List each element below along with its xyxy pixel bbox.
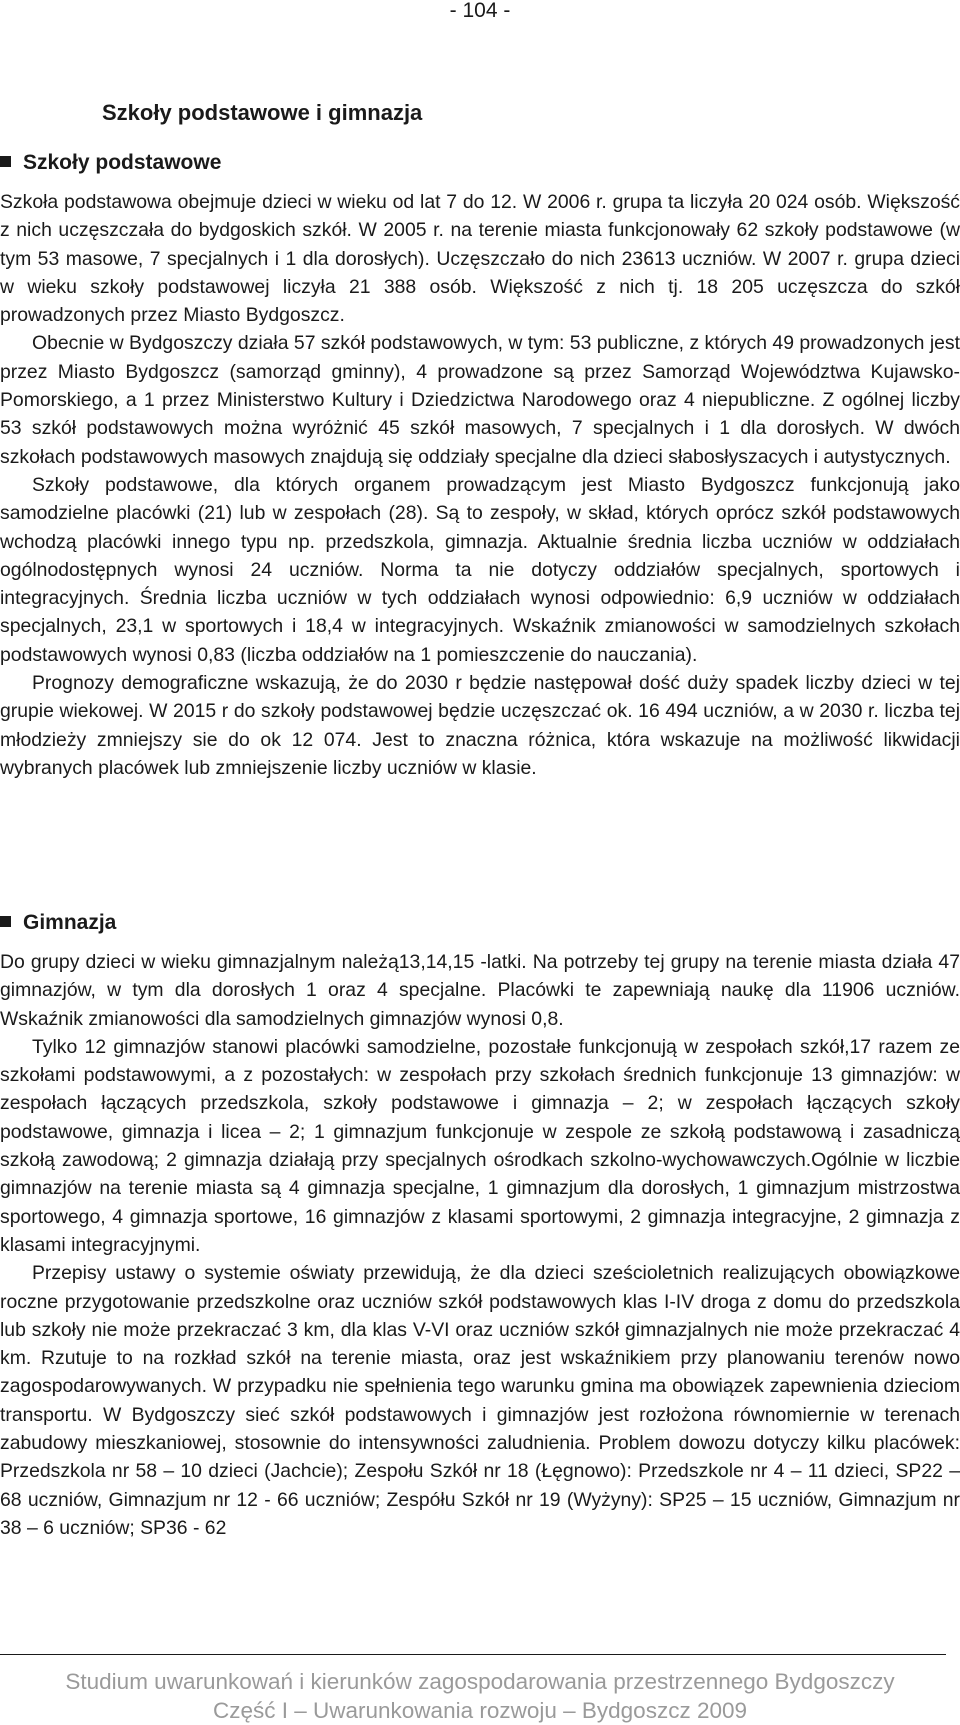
page-number: - 104 - (449, 0, 511, 22)
paragraph: Przepisy ustawy o systemie oświaty przewidują, że dla dzieci sześcioletnich realizujących obowiązkowe roczne przygotowanie przedszkolne oraz uczniów szkół podstawowych klas I-IV droga z domu do przedszkola lub szkoły nie może przekraczać 3 km, dla klas V-VI oraz uczniów szkół gimnazjalnych nie może przekraczać 4 km. Rzutuje to na rozkład szkół na terenie miasta, oraz jest wskaźnikiem przy planowaniu terenów nowo zagospodarowywanych. W przypadku nie spełnienia tego warunku gmina ma obowiązek zapewnienia dzieciom transportu. W Bydgoszczy sieć szkół podstawowych i gimnazjów jest rozłożona równomiernie w terenach zabudowy mieszkaniowej, stosownie do intensywności zaludnienia. Problem dowozu dotyczy kilku placówek: Przedszkola nr 58 – 10 dzieci (Jachcie); Zespołu Szkół nr 18 (Łęgnowo): Przedszkole nr 4 – 11 dzieci, SP22 – 68 uczniów, Gimnazjum nr 12 - 66 uczniów; Zespółu Szkół nr 19 (Wyżyny): SP25 – 15 uczniów, Gimnazjum nr 38 – 6 uczniów; SP36 - 62 (0, 1262, 960, 1539)
paragraph: Do grupy dzieci w wieku gimnazjalnym należą13,14,15 -latki. Na potrzeby tej grupy na terenie miasta działa 47 gimnazjów, w tym dla dorosłych 1 oraz 4 specjalne. Placówki te zapewniają naukę dla 11906 uczniów. Wskaźnik zmianowości dla samodzielnych gimnazjów wynosi 0,8. (0, 951, 960, 1030)
page-title: Szkoły podstawowe i gimnazja (102, 100, 423, 125)
gymnasium-section-body (0, 948, 960, 1542)
footer-line-2: Część I – Uwarunkowania rozwoju – Bydgoszcz 2009 (212, 1698, 747, 1723)
section-heading-primary (0, 150, 221, 176)
bullet-icon (0, 916, 11, 927)
paragraph: Obecnie w Bydgoszczy działa 57 szkół podstawowych, w tym: 53 publiczne, z których 49 prowadzonych jest przez Miasto Bydgoszcz (samorząd gminny), 4 prowadzone są przez Samorząd Województwa Kujawsko-Pomorskiego, a 1 przez Ministerstwo Kultury i Dziedzictwa Narodowego oraz 4 niepubliczne. Z ogólnej liczby 53 szkół podstawowych można wyróżnić 45 szkół masowych, 7 specjalnych i 1 dla dorosłych. W dwóch szkołach podstawowych masowych znajdują się oddziały specjalne dla dzieci słabosłyszacych i autystycznych. (0, 332, 960, 468)
primary-section-body (0, 188, 960, 782)
section-heading-label: Szkoły podstawowe (23, 151, 222, 174)
section-heading-label: Gimnazja (23, 911, 117, 934)
footer-divider (0, 1654, 946, 1655)
bullet-icon (0, 156, 11, 167)
section-heading-gymnasium (0, 910, 116, 936)
paragraph: Tylko 12 gimnazjów stanowi placówki samodzielne, pozostałe funkcjonują w zespołach szkół,17 razem ze szkołami podstawowymi, a z pozostałych: w zespołach przy szkołach średnich funkcjonuje 13 gimnazjów: w zespołach łączących przedszkola, szkoły podstawowe i gimnazja – 2; w zespołach łączących szkoły podstawowe, gimnazja i licea – 2; 1 gimnazjum funkcjonuje w zespole ze szkołą podstawową i zasadniczą szkołą zawodową; 2 gimnazja działają przy specjalnych ośrodkach szkolno-wychowawczych.Ogólnie w liczbie gimnazjów na terenie miasta są 4 gimnazja specjalne, 1 gimnazjum dla dorosłych, 1 gimnazjum mistrzostwa sportowego, 4 gimnazja sportowe, 16 gimnazjów z klasami sportowymi, 2 gimnazja integracyjne, 2 gimnazja z klasami integracyjnymi. (0, 1035, 960, 1256)
paragraph: Szkoła podstawowa obejmuje dzieci w wieku od lat 7 do 12. W 2006 r. grupa ta liczyła 20 024 osób. Większość z nich uczęszczała do bydgoskich szkół. W 2005 r. na terenie miasta funkcjonowały 62 szkoły podstawowe (w tym 53 masowe, 7 specjalnych i 1 dla dorosłych). Uczęszczało do nich 23613 uczniów. W 2007 r. grupa dzieci w wieku szkoły podstawowej liczyła 21 388 osób. Większość z nich tj. 18 205 uczęszcza do szkół prowadzonych przez Miasto Bydgoszcz. (0, 191, 960, 327)
paragraph: Szkoły podstawowe, dla których organem prowadzącym jest Miasto Bydgoszcz funkcjonują jako samodzielne placówki (21) lub w zespołach (28). Są to zespoły, w skład, których oprócz szkół podstawowych wchodzą placówki innego typu np. przedszkola, gimnazja. Aktualnie średnia liczba uczniów w oddziałach ogólnodostępnych wynosi 24 uczniów. Norma ta nie dotyczy oddziałów specjalnych, sportowych i integracyjnych. Średnia liczba uczniów w tych oddziałach wynosi odpowiednio: 6,9 uczniów w oddziałach specjalnych, 23,1 w sportowych i 18,4 w integracyjnych. Wskaźnik zmianowości w samodzielnych szkołach podstawowych wynosi 0,83 (liczba oddziałów na 1 pomieszczenie do nauczania). (0, 473, 960, 666)
footer-line-1: Studium uwarunkowań i kierunków zagospodarowania przestrzennego Bydgoszczy (65, 1669, 895, 1694)
paragraph: Prognozy demograficzne wskazują, że do 2030 r będzie następował dość duży spadek liczby dzieci w tej grupie wiekowej. W 2015 r do szkoły podstawowej będzie uczęszczać ok. 16 494 uczniów, a w 2030 r. liczba tej młodzieży zmniejszy sie do ok 12 074. Jest to znaczna różnica, która wskazuje na możliwość likwidacji wybranych placówek lub zmniejszenie liczby uczniów w klasie. (0, 672, 960, 779)
